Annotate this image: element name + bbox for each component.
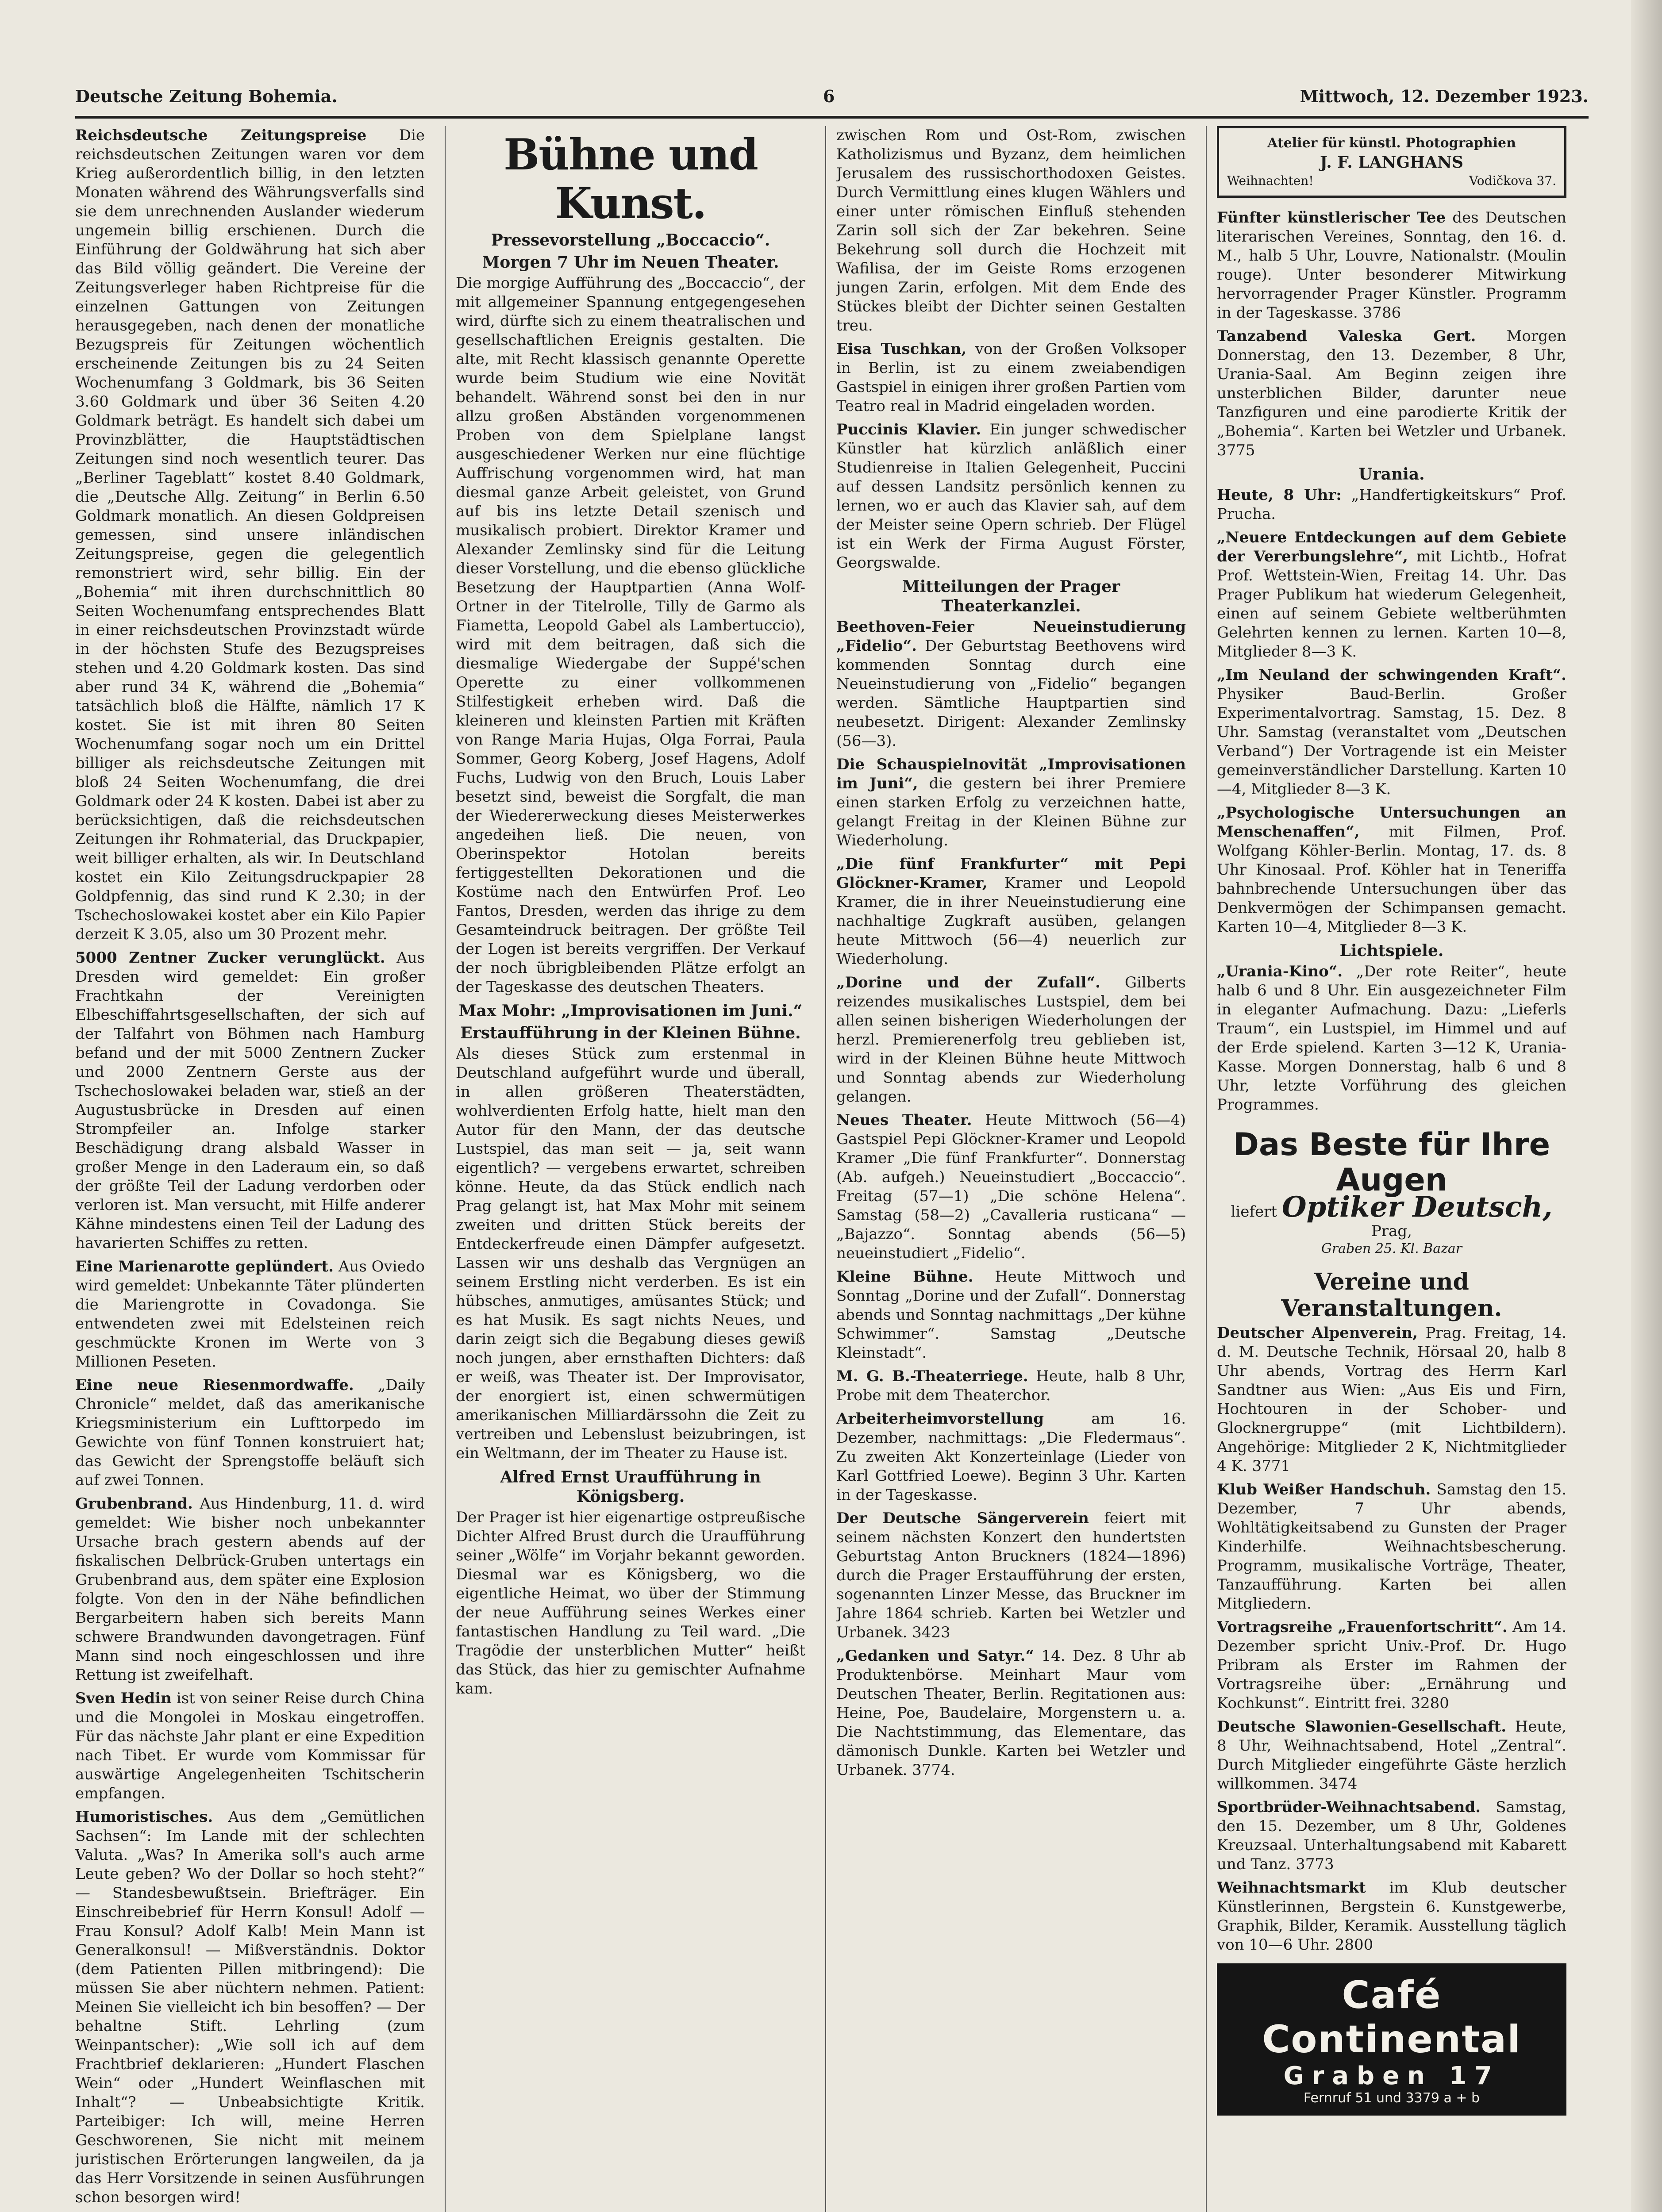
article-text: Heute, 8 Uhr, Weihnachtsabend, Hotel „Zentral“. Durch Mitglieder eingeführte Gäste herzlich willkommen. 3474	[1217, 1718, 1566, 1793]
article-kicker: „Neuere Entdeckungen auf dem Gebiete der Vererbungslehre“,	[1217, 529, 1566, 565]
header-rule	[75, 116, 1589, 119]
article-text: des Deutschen literarischen Vereines, Sonntag, den 16. d. M., halb 5 Uhr, Louvre, Nationalstr. (Moulin rouge). Unter besonderer Mitwirkung hervorragender Prager Künstler. Programm in der Tageskasse. 3786	[1217, 209, 1566, 322]
article-paragraph	[75, 949, 425, 1253]
column-divider	[445, 126, 446, 2212]
article-paragraph	[75, 1376, 425, 1490]
article-text: Die reichsdeutschen Zeitungen waren vor dem Krieg außerordentlich billig, in den letzten Monaten während des Währungsverfalls sind sie dem unrechnenden Auslander wiederum ungemein billig erschienen. Durch die Einführung der Goldwährung hat sich aber das Bild völlig geändert. Die Vereine der Zeitungsverleger haben Richtpreise für die einzelnen Gattungen von Zeitungen herausgegeben, nach denen der monatliche Bezugspreis für Zeitungen wöchentlich erscheinende Zeitungen bis zu 24 Seiten Wochenumfang 3 Goldmark, bis 36 Seiten 3.60 Goldmark und über 36 Seiten 4.20 Goldmark beträgt. Es handelt sich dabei um Provinzblätter, die Hauptstädtischen Zeitungen sind noch wesentlich teurer. Das „Berliner Tageblatt“ kostet 8.40 Goldmark, die „Deutsche Allg. Zeitung“ in Berlin 6.50 Goldmark monatlich. An diesen Goldpreisen gemessen, sind unsere inländischen Zeitungspreise, gegen die gelegentlich remonstriert wird, sehr billig. Ein der „Bohemia“ mit ihren durchschnittlich 80 Seiten Wochenumfang entsprechendes Blatt in einer reichsdeutschen Provinzstadt würde in der höchsten Stufe des Bezugspreises stehen und 4.20 Goldmark kosten. Das sind aber rund 34 K, während die „Bohemia“ tatsächlich bloß die Hälfte, nämlich 17 K kostet. Sie ist mit ihren 80 Seiten Wochenumfang sogar noch um ein Drittel billiger als reichsdeutsche Zeitungen mit bloß 24 Seiten Wochenumfang, die drei Goldmark oder 24 K kosten. Dabei ist aber zu berücksichtigen, daß die reichsdeutschen Zeitungen ihr Rohmaterial, das Druckpapier, weit billiger erhalten, als wir. In Deutschland kostet ein Kilo Zeitungsdruckpapier 28 Goldpfennig, das sind rund K 2.30; in der Tschechoslowakei kostet aber ein Kilo Papier derzeit K 3.05, also um 30 Prozent mehr.	[75, 127, 425, 943]
ad-address: Graben 25. Kl. Bazar	[1321, 1241, 1462, 1256]
article-paragraph	[836, 855, 1186, 969]
article-text: Gilberts reizendes musikalisches Lustspiel, dem bei allen seinen bisherigen Wiederholungen der herzl. Premierenerfolg treu geblieben ist, wird in der Kleinen Bühne heute Mittwoch und Sonntag abends zur Wiederholung gelangen.	[836, 974, 1186, 1106]
section-title-buehne: Bühne und Kunst.	[504, 130, 758, 228]
article-paragraph	[836, 1509, 1186, 1642]
article-kicker: Fünfter künstlerischer Tee	[1217, 209, 1446, 227]
article-text: ist von seiner Reise durch China und die Mongolei in Moskau eingetroffen. Für das nächste Jahr plant er eine Expedition nach Tibet. Er wurde vom Kommissar für auswärtige Angelegenheiten Tschitscherin empfangen.	[75, 1690, 425, 1802]
article-text: Aus Dresden wird gemeldet: Ein großer Frachtkahn der Vereinigten Elbeschiffahrtsgesellschaften, der sich auf der Talfahrt von Böhmen nach Hamburg befand und der mit 5000 Zentnern Zucker und 2000 Zentnern Gerste aus der Tschechoslowakei beladen war, stieß an der Augustusbrücke in Dresden auf einen Strompfeiler an. Infolge starker Beschädigung drang alsbald Wasser in großer Menge in den Laderaum ein, so daß der größte Teil der Ladung verdorben oder verloren ist. Man versucht, mit Hilfe anderer Kähne mindestens einen Teil der Ladung des havarierten Schiffes zu retten.	[75, 949, 425, 1252]
article-paragraph	[1217, 1798, 1566, 1874]
article-paragraph	[1217, 962, 1566, 1114]
article-kicker: M. G. B.-Theaterriege.	[836, 1367, 1028, 1385]
article-paragraph	[836, 973, 1186, 1106]
article-paragraph	[1217, 1618, 1566, 1713]
article-paragraph	[1217, 528, 1566, 661]
page-number: 6	[823, 86, 835, 106]
article-paragraph	[1217, 327, 1566, 460]
article-title: Mitteilungen der Prager Theaterkanzlei.	[902, 577, 1120, 615]
article-text: Heute Mittwoch und Sonntag „Dorine und der Zufall“. Donnerstag abends und Sonntag nachmittags „Der kühne Schwimmer“. Samstag „Deutsche Kleinstadt“.	[836, 1268, 1186, 1362]
article-text: Heute Mittwoch (56—4) Gastspiel Pepi Glöckner-Kramer und Leopold Kramer „Die fünf Frankfurter“. Donnerstag (Ab. aufgeh.) Neueinstudiert „Boccaccio“. Freitag (57—1) „Die schöne Helena“. Samstag (58—2) „Cavalleria rusticana“ — „Bajazzo“. Sonntag abends (56—5) neueinstudiert „Fidelio“.	[836, 1111, 1186, 1262]
ad-city: Prag,	[1371, 1222, 1412, 1240]
article-text: von der Großen Volksoper in Berlin, ist zu einem zweiabendigen Gastspiel in einigen ihrer großen Partien vom Teatro real in Madrid eingeladen worden.	[836, 340, 1186, 415]
article-kicker: Kleine Bühne.	[836, 1268, 973, 1286]
ad-company: Optiker Deutsch,	[1281, 1190, 1553, 1224]
article-text: Der Geburtstag Beethovens wird kommenden Sonntag durch eine Neueinstudierung von „Fidelio“ begangen werden. Sämtliche Hauptpartien sind neubesetzt. Dirigent: Alexander Zemlinsky (56—3).	[836, 637, 1186, 750]
article-kicker: Grubenbrand.	[75, 1495, 193, 1513]
article-kicker: Reichsdeutsche Zeitungspreise	[75, 127, 367, 144]
article-paragraph	[75, 1689, 425, 1803]
article-kicker: 5000 Zentner Zucker verunglückt.	[75, 949, 385, 967]
ad-footer	[1227, 173, 1556, 189]
article-paragraph	[836, 420, 1186, 572]
article-kicker: „Gedanken und Satyr.“	[836, 1647, 1035, 1665]
article-kicker: Beethoven-Feier Neueinstudierung „Fidelio“.	[836, 618, 1186, 655]
section-title-vereine: Vereine und Veranstaltungen.	[1281, 1268, 1502, 1322]
ad-left: Weihnachten!	[1227, 173, 1314, 188]
langhans-photo-ad	[1217, 126, 1566, 198]
article-paragraph	[836, 1409, 1186, 1505]
article-kicker: Sven Hedin	[75, 1690, 172, 1707]
article-title: Max Mohr: „Improvisationen im Juni.“	[458, 1002, 803, 1020]
article-paragraph	[1217, 208, 1566, 323]
page-header	[75, 86, 1589, 113]
article-text: Physiker Baud-Berlin. Großer Experimentalvortrag. Samstag, 15. Dez. 8 Uhr. Samstag (veranstaltet vom „Deutschen Verband“) Der Vortragende ist ein Meister gemeinverständlicher Darstellung. Karten 10—4, Mitglieder 8—3 K.	[1217, 685, 1566, 798]
article-paragraph	[75, 1808, 425, 2207]
article-text: 14. Dez. 8 Uhr ab Produktenbörse. Meinhart Maur vom Deutschen Theater, Berlin. Regitationen aus: Heine, Poe, Baudelaire, Morgenstern u. a. Die Nachtstimmung, das Elementare, das dämonisch Dunkle. Karten bei Wetzler und Urbanek. 3774.	[836, 1647, 1186, 1779]
article-text: am 16. Dezember, nachmittags: „Die Fledermaus“. Zu zweiten Akt Konzerteinlage (Lieder von Karl Gottfried Loewe). Beginn 3 Uhr. Karten in der Tageskasse.	[836, 1410, 1186, 1504]
article-title: Pressevorstellung „Boccaccio“.	[491, 231, 770, 250]
ad-right: Vodičkova 37.	[1469, 173, 1556, 188]
article-text: Ein junger schwedischer Künstler hat kürzlich anläßlich einer Studienreise in Italien Gelegenheit, Puccini auf dessen Landsitz persönlich kennen zu lernen, wo er auch das Klavier sah, auf dem der Meister seine Opern schrieb. Der Flügel ist ein Werk der Firma August Förster, Georgswalde.	[836, 421, 1186, 572]
article-text: zwischen Rom und Ost-Rom, zwischen Katholizismus und Byzanz, dem heimlichen Jerusalem des russischorthodoxen Geistes. Durch Vermittlung eines klugen Wählers und einer unter römischen Einfluß stehenden Zarin soll sich der Zar bekehren. Seine Bekehrung soll durch die Hochzeit mit Wafilisa, der im Geiste Roms erzogenen jungen Zarin, erfolgen. Mit dem Ende des Stückes bleibt der Dichter seinen Gestalten treu.	[836, 127, 1186, 334]
article-kicker: Klub Weißer Handschuh.	[1217, 1481, 1431, 1498]
cafe-phone: Fernruf 51 und 3379 a + b	[1303, 2090, 1480, 2106]
column-3	[836, 126, 1186, 2212]
article-kicker: Humoristisches.	[75, 1808, 213, 1826]
article-text: Aus dem „Gemütlichen Sachsen“: Im Lande mit der schlechten Valuta. „Was? In Amerika soll's auch arme Leute geben? Wo der Dollar so hoch steht?“ — Standesbewußtsein. Briefträger. Ein Einschreibebrief für Herrn Konsul! Adolf — Frau Konsul? Adolf Kalb! Mein Mann ist Generalkonsul! — Mißverständnis. Doktor (dem Patienten Pillen mitbringend): Die müssen Sie aber nüchtern nehmen. Patient: Meinen Sie vielleicht ich bin besoffen? — Der behaltne Stift. Lehrling (zum Weinpantscher): „Wie soll ich auf dem Frachtbrief deklarieren: „Hundert Flaschen Wein“ oder „Hundert Weinflaschen mit Inhalt“? — Unbeabsichtigte Kritik. Parteibiger: Ich will, meine Herren Geschworenen, Sie nicht mit meinem juristischen Erörterungen langweilen, da ja das Herr Vorsitzende in seinen Ausführungen schon besorgen wird!	[75, 1808, 425, 2206]
article-paragraph	[836, 755, 1186, 850]
article-kicker: „Die fünf Frankfurter“ mit Pepi Glöckner-Kramer,	[836, 855, 1186, 892]
article-text: „Daily Chronicle“ meldet, daß das amerikanische Kriegsministerium ein Lufttorpedo im Gewichte von fünf Tonnen konstruiert hat; das Gewicht der Sprengstoffe beläuft sich auf zwei Tonnen.	[75, 1376, 425, 1489]
article-paragraph	[75, 1257, 425, 1371]
article-kicker: Arbeiterheimvorstellung	[836, 1410, 1044, 1428]
article-text: die gestern bei ihrer Premiere einen starken Erfolg zu verzeichnen hatte, gelangt Freitag in der Kleinen Bühne zur Wiederholung.	[836, 775, 1186, 849]
article-paragraph	[836, 1367, 1186, 1405]
ad-name: J. F. LANGHANS	[1320, 153, 1464, 172]
article-text: „Handfertigkeitskurs“ Prof. Prucha.	[1217, 486, 1566, 523]
article-text: Aus Oviedo wird gemeldet: Unbekannte Täter plünderten die Mariengrotte in Covadonga. Sie entwendeten zwei mit Edelsteinen reich geschmückte Kronen im Werte von 3 Millionen Peseten.	[75, 1258, 425, 1371]
article-text: Aus Hindenburg, 11. d. wird gemeldet: Wie bisher noch unbekannter Ursache brach gestern abends auf der fiskalischen Delbrück-Gruben untertags ein Grubenbrand aus, dem später eine Explosion folgte. Von den in der Nähe befindlichen Bergarbeitern haben sich bereits Mann schwere Brandwunden davongetragen. Fünf Mann sind noch eingeschlossen und ihre Rettung ist zweifelhaft.	[75, 1495, 425, 1684]
article-paragraph: Der Prager ist hier eigenartige ostpreußische Dichter Alfred Brust durch die Uraufführung seiner „Wölfe“ im Vorjahr bekannt geworden. Diesmal war es Königsberg, wo die eigentliche Heimat, wo über der Stimmung der neue Aufführung seines Werkes einer fantastischen Handlung zu Teil ward. „Die Tragödie der unsterblichen Mutter“ heißt das Stück, das hier zu gemischter Aufnahme kam.	[456, 1509, 805, 1697]
optiker-deutsch-ad	[1217, 1121, 1566, 1262]
article-paragraph	[1217, 1717, 1566, 1793]
article-title: Alfred Ernst Uraufführung in Königsberg.	[500, 1468, 761, 1506]
article-paragraph	[836, 618, 1186, 751]
cafe-name: Café Continental	[1262, 1973, 1521, 2062]
article-kicker: Eisa Tuschkan,	[836, 340, 967, 358]
article-kicker: Eine Marienarotte geplündert.	[75, 1258, 334, 1275]
article-kicker: Puccinis Klavier.	[836, 421, 981, 438]
article-paragraph	[1217, 1878, 1566, 1955]
article-text: im Klub deutscher Künstlerinnen, Bergstein 6. Kunstgewerbe, Graphik, Bilder, Keramik. Ausstellung täglich von 10—6 Uhr. 2800	[1217, 1879, 1566, 1954]
article-paragraph	[75, 1494, 425, 1685]
column-1	[75, 126, 425, 2212]
ad-liefert	[1217, 1190, 1566, 1241]
article-text: Morgen Donnerstag, den 13. Dezember, 8 Uhr, Urania-Saal. Am Beginn zeigen ihre unsterblichen Bilder, darunter neue Tanzfiguren und eine parodierte Kritik der „Bohemia“. Karten bei Wetzler und Urbanek. 3775	[1217, 327, 1566, 459]
article-text: mit Lichtb., Hofrat Prof. Wettstein-Wien, Freitag 14. Uhr. Das Prager Publikum hat wiederum Gelegenheit, einen auf seinem Gebiete weltberühmten Gelehrten kennen zu lernen. Karten 10—8, Mitglieder 8—3 K.	[1217, 548, 1566, 661]
article-text: mit Filmen, Prof. Wolfgang Köhler-Berlin. Montag, 17. ds. 8 Uhr Kinosaal. Prof. Köhler hat in Teneriffa bahnbrechende Untersuchungen über das Denkvermögen der Schimpansen gemacht. Karten 10—4, Mitglieder 8—3 K.	[1217, 823, 1566, 936]
article-paragraph	[75, 126, 425, 944]
issue-date: Mittwoch, 12. Dezember 1923.	[1300, 86, 1589, 106]
cafe-street: Graben 17	[1283, 2062, 1500, 2090]
article-subtitle: Morgen 7 Uhr im Neuen Theater.	[482, 253, 779, 272]
article-paragraph: Die morgige Aufführung des „Boccaccio“, der mit allgemeiner Spannung entgegengesehen wird, dürfte sich zu einem theatralischen und gesellschaftlichen Ereignis gestalten. Die alte, mit Recht klassisch genannte Operette wurde beim Studium wie eine Novität behandelt. Während sonst bei den in nur allzu großen Abständen vorgenommenen Proben von dem Spielplane langst ausgeschiedener Werken nur eine flüchtige Auffrischung vorgenommen wird, hat man diesmal ganze Arbeit geleistet, von Grund auf bis ins letzte Detail szenisch und musikalisch probiert. Direktor Kramer und Alexander Zemlinsky sind für die Leitung dieser Vorstellung, und die ebenso glückliche Besetzung der Hauptpartien (Anna Wolf-Ortner in der Titelrolle, Tilly de Garmo als Fiametta, Leopold Gabel als Lambertuccio), wird mit dem beitragen, daß sich die diesmalige Wiedergabe der Suppé'schen Operette zu einer vollkommenen Stilfestigkeit erheben wird. Daß die kleineren und kleinsten Partien mit Kräften von Range Maria Hujas, Olga Forrai, Paula Sommer, Georg Koberg, Josef Hagens, Adolf Fuchs, Ludwig von den Bruch, Louis Laber besetzt sind, beweist die Sorgfalt, die man der Wiedererweckung dieses Meisterwerkes angedeihen ließ. Die neuen, von Oberinspektor Hotolan bereits fertiggestellten Dekorationen und die Kostüme nach den Entwürfen Prof. Leo Fantos, Dresden, werden das ihrige zu dem Gesamteindruck beitragen. Der größte Teil der Logen ist bereits vergriffen. Der Verkauf der noch übrigbleibenden Plätze erfolgt an der Tageskasse des deutschen Theaters.	[456, 274, 805, 996]
article-text: Am 14. Dezember spricht Univ.-Prof. Dr. Hugo Pribram als Erster im Rahmen der Vortragsreihe über: „Ernährung und Kochkunst“. Eintritt frei. 3280	[1217, 1618, 1566, 1712]
article-kicker: Weihnachtsmarkt	[1217, 1879, 1366, 1897]
scan-edge	[1631, 0, 1662, 2212]
masthead-title: Deutsche Zeitung Bohemia.	[75, 86, 338, 106]
article-kicker: Tanzabend Valeska Gert.	[1217, 327, 1476, 345]
column-divider	[825, 126, 826, 2212]
article-paragraph	[836, 1267, 1186, 1363]
article-kicker: „Psychologische Untersuchungen an Menschenaffen“,	[1217, 804, 1566, 841]
article-title: Urania.	[1358, 465, 1425, 484]
article-kicker: Deutsche Slawonien-Gesellschaft.	[1217, 1718, 1507, 1736]
column-divider	[1206, 126, 1207, 2212]
article-paragraph	[1217, 803, 1566, 937]
cafe-continental-ad	[1217, 1963, 1566, 2116]
article-paragraph	[1217, 486, 1566, 524]
article-paragraph	[1217, 1480, 1566, 1613]
article-paragraph	[1217, 1324, 1566, 1476]
article-text: Kramer und Leopold Kramer, die in ihrer Neueinstudierung eine nachhaltige Zugkraft ausüben, gelangen heute Mittwoch (56—4) neuerlich zur Wiederholung.	[836, 874, 1186, 968]
article-kicker: Sportbrüder-Weihnachtsabend.	[1217, 1798, 1481, 1816]
article-kicker: Neues Theater.	[836, 1111, 972, 1129]
article-paragraph	[836, 340, 1186, 416]
ad-text: liefert	[1231, 1203, 1277, 1221]
ad-line: Atelier für künstl. Photographien	[1267, 135, 1516, 151]
article-paragraph	[836, 1647, 1186, 1780]
article-kicker: Heute, 8 Uhr:	[1217, 486, 1342, 504]
column-4	[1217, 126, 1566, 2212]
article-title: Lichtspiele.	[1339, 941, 1444, 960]
article-kicker: Deutscher Alpenverein,	[1217, 1324, 1418, 1342]
article-paragraph	[1217, 666, 1566, 799]
article-text: Heute, halb 8 Uhr, Probe mit dem Theaterchor.	[836, 1367, 1186, 1404]
article-text: feiert mit seinem nächsten Konzert den hundertsten Geburtstag Anton Bruckners (1824—1896) durch die Prager Erstaufführung der ersten, sogenannten Linzer Messe, das Bruckner im Jahre 1864 schrieb. Karten bei Wetzler und Urbanek. 3423	[836, 1509, 1186, 1641]
article-kicker: „Im Neuland der schwingenden Kraft“.	[1217, 666, 1566, 684]
article-text: Samstag den 15. Dezember, 7 Uhr abends, Wohltätigkeitsabend zu Gunsten der Prager Kinderhilfe. Weihnachtsbescherung. Programm, musikalische Vorträge, Theater, Tanzaufführung. Karten bei allen Mitgliedern.	[1217, 1481, 1566, 1613]
article-kicker: „Dorine und der Zufall“.	[836, 974, 1100, 991]
article-paragraph	[836, 1111, 1186, 1263]
article-paragraph	[836, 126, 1186, 335]
article-kicker: Eine neue Riesenmordwaffe.	[75, 1376, 354, 1394]
article-text: Prag. Freitag, 14. d. M. Deutsche Technik, Hörsaal 20, halb 8 Uhr abends, Vortrag des Herrn Karl Sandtner aus Wien: „Aus Eis und Firn, Hochtouren in der Schober- und Glocknergruppe“ (mit Lichtbildern). Angehörige: Mitglieder 2 K, Nichtmitglieder 4 K. 3771	[1217, 1324, 1566, 1475]
article-kicker: „Urania-Kino“.	[1217, 963, 1343, 980]
article-paragraph: Als dieses Stück zum erstenmal in Deutschland aufgeführt wurde und überall, in allen größeren Theaterstädten, wohlverdienten Erfolg hatte, hielt man den Autor für den Mann, der das deutsche Lustspiel, das man seit — ja, seit wann eigentlich? — vergebens erwartet, schreiben könne. Heute, da das Stück endlich nach Prag gelangt ist, hat Max Mohr mit seinem zweiten und dritten Stück bereits der Entdeckerfreude einen Dämpfer aufgesetzt. Lassen wir uns deshalb das Vergnügen an seinem Erstling nicht verderben. Es ist ein hübsches, anmutiges, amüsantes Stück; und es hat Musik. Es sagt nichts Neues, und darin zeigt sich die Begabung dieses gewiß noch jungen, aber ernsthaften Dichters: daß er weiß, was Theater ist. Der Improvisator, der enorgiert ist, einen schwermütigen amerikanischen Milliardärssohn die Zeit zu vertreiben und Lebenslust beizubringen, ist ein Weltmann, der im Theater zu Hause ist.	[456, 1045, 805, 1462]
column-2	[456, 126, 805, 2212]
article-text: „Der rote Reiter“, heute halb 6 und 8 Uhr. Ein ausgezeichneter Film in eleganter Aufmachung. Dazu: „Lieferls Traum“, ein Lustspiel, im Himmel und auf der Erde spielend. Karten 3—12 K, Urania-Kasse. Morgen Donnerstag, halb 6 und 8 Uhr, letzte Vorführung des gleichen Programmes.	[1217, 963, 1566, 1114]
article-text: Samstag, den 15. Dezember, um 8 Uhr, Goldenes Kreuzsaal. Unterhaltungsabend mit Kabarett und Tanz. 3773	[1217, 1798, 1566, 1873]
article-subtitle: Erstaufführung in der Kleinen Bühne.	[460, 1024, 801, 1042]
article-kicker: Vortragsreihe „Frauenfortschritt“.	[1217, 1618, 1508, 1636]
article-kicker: Der Deutsche Sängerverein	[836, 1509, 1089, 1527]
article-kicker: Die Schauspielnovität „Improvisationen im Juni“,	[836, 756, 1186, 792]
ad-headline: Das Beste für Ihre Augen	[1233, 1126, 1550, 1198]
